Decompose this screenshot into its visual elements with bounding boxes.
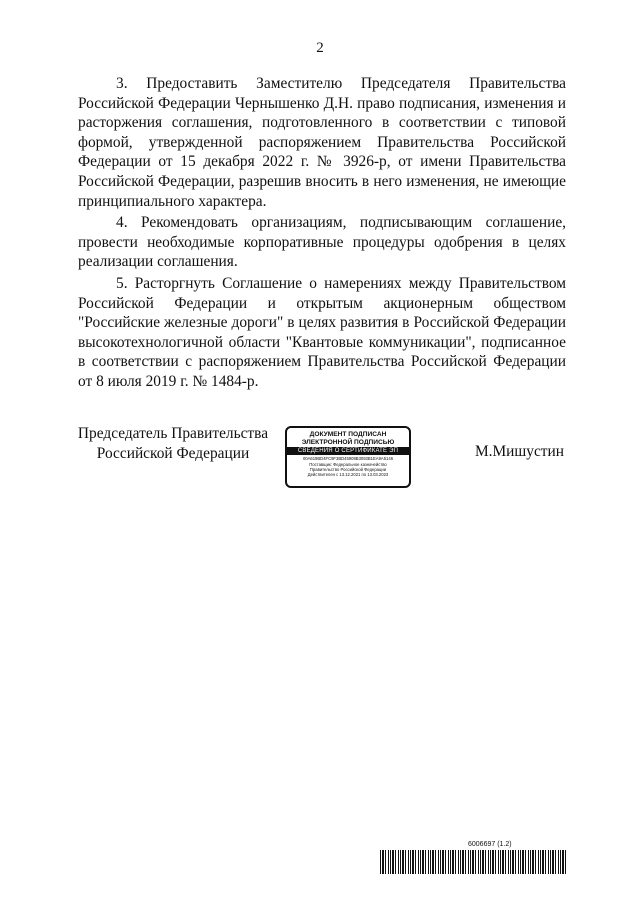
signatory-position-line2: Российской Федерации bbox=[96, 444, 250, 462]
stamp-certificate-band: СВЕДЕНИЯ О СЕРТИФИКАТЕ ЭП bbox=[287, 447, 409, 455]
barcode bbox=[380, 850, 566, 874]
signatory-position-line1: Председатель Правительства bbox=[77, 425, 269, 442]
signatory-position bbox=[58, 424, 288, 463]
stamp-validity: Действителен с 13.12.2021 по 13.03.2023 bbox=[307, 472, 389, 478]
page-number: 2 bbox=[316, 40, 324, 56]
paragraph-3: 3. Предоставить Заместителю Председателя Правительства Российской Федерации Чернышенко Д.Н. право подписания, изменения и расторжения соглашения, подготовленного в соответствии с типовой формой, утвержденной распоряжением Правительства Российской Федерации от 15 декабря 2022 г. № 3926-р, от имени Правительства Российской Федерации, разрешив вносить в него изменения, не имеющие принципиального характера. bbox=[78, 75, 566, 210]
document-code: 6006697 (1.2) bbox=[468, 841, 512, 848]
signatory-name: М.Мишустин bbox=[474, 443, 564, 460]
stamp-title-line1: ДОКУМЕНТ ПОДПИСАН bbox=[309, 431, 387, 438]
stamp-serial: 00A619BD4FC9F3BD45908B3093B1EA9A5146 bbox=[302, 456, 394, 462]
paragraph-4: 4. Рекомендовать организациям, подписывающим соглашение, провести необходимые корпоративные процедуры одобрения в целях реализации соглашения. bbox=[78, 214, 566, 271]
document-body bbox=[78, 74, 566, 394]
stamp-supplier-line1: Поставщик: Федеральное казначейство bbox=[309, 461, 387, 467]
stamp-supplier-line2: Правительство Российской Федерации bbox=[309, 467, 387, 472]
stamp-title-line2: ЭЛЕКТРОННОЙ ПОДПИСЬЮ bbox=[301, 438, 395, 446]
electronic-signature-stamp bbox=[285, 426, 411, 488]
paragraph-5: 5. Расторгнуть Соглашение о намерениях между Правительством Российской Федерации и открытым акционерным обществом "Российские железные дороги" в целях развития в Российской Федерации высокотехнологичной области "Квантовые коммуникации", подписанное в соответствии с распоряжением Правительства Российской Федерации от 8 июля 2019 г. № 1484-р. bbox=[78, 274, 566, 390]
